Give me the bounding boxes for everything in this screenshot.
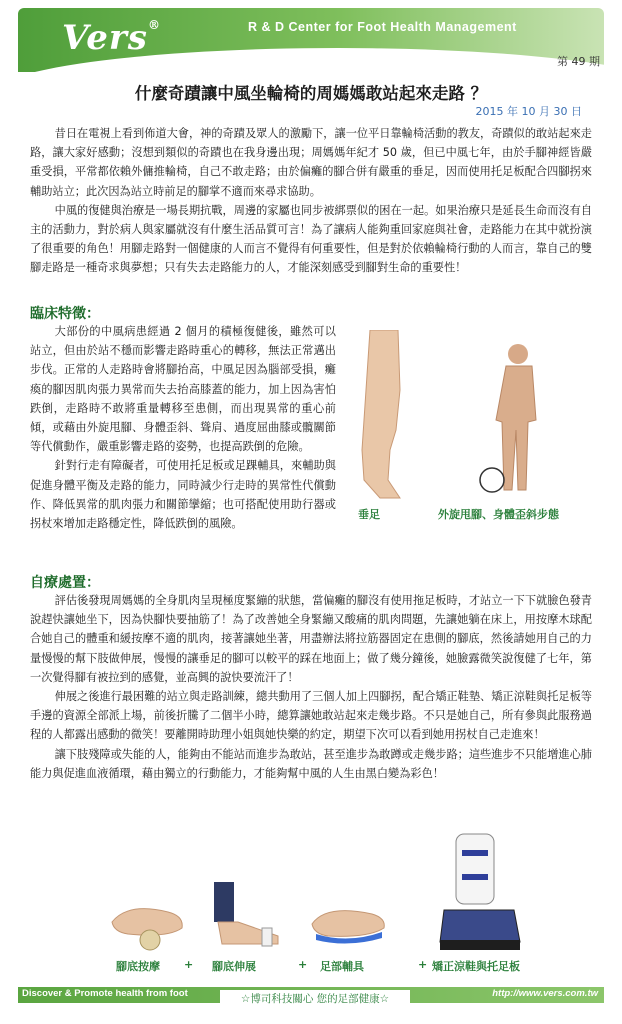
corrective-sandal-image (434, 830, 524, 954)
center-name: R & D Center for Foot Health Management (248, 20, 517, 34)
self-care-section (30, 591, 592, 783)
foot-stretch-image (208, 878, 288, 952)
caption-gait: 外旋甩腳、身體歪斜步態 (438, 508, 559, 521)
plus-sign: + (184, 958, 194, 971)
self-care-heading: 自療處置： (30, 575, 100, 591)
issue-number: 第 49 期 (557, 55, 600, 68)
clinical-paragraph: 針對行走有障礙者，可使用托足板或足踝輔具，來輔助與促進身體平衡及走路的能力，同時減少行走時的異常性代償動作、降低異常的肌肉張力和關節攣縮；也可搭配使用助行器或拐杖來增加走路穩定性，降低跌倒的風險。 (30, 459, 336, 531)
self-care-paragraph: 伸展之後進行最困難的站立與走路訓練，總共動用了三個人加上四腳拐，配合矯正鞋墊、矯正涼鞋與托足板等手邊的資源全部派上場，前後折騰了二個半小時，總算讓她敢站起來走幾步路。不只是她自己，所有參與此服務過程的人都露出感動的微笑！要離開時助理小姐與她快樂的約定，期望下次可以看到她用拐杖自己走進來！ (30, 690, 592, 742)
caption-foot-orthotic: 足部輔具 (320, 960, 364, 973)
article-date: 2015 年 10 月 30 日 (475, 105, 582, 118)
footer-tagline: ☆博司科技關心 您的足部健康☆ (220, 990, 410, 1008)
caption-corrective-sandal: 矯正涼鞋與托足板 (432, 960, 520, 973)
plus-sign: + (298, 958, 308, 971)
article-title: 什麼奇蹟讓中風坐輪椅的周媽媽敢站起來走路 ？ (134, 84, 488, 103)
caption-foot-massage: 腳底按摩 (116, 960, 160, 973)
intro-paragraph: 昔日在電視上看到佈道大會，神的奇蹟及眾人的激勵下，讓一位平日靠輪椅活動的教友，奇蹟似的敢站起來走路，讓大家好感動；沒想到類似的奇蹟也在我身邊出現；周媽媽年紀才 50 歲，但已中風七年，由於手腳神經皆嚴重受損，平常都依賴外傭推輪椅，自己不敢走路；由於偏癱的腳合併有嚴重的垂足，因而使用托足板配合四腳拐來輔助站立；此次因為站立時前足的腳掌不適而來尋求協助。 (30, 127, 592, 198)
gait-posture-image (470, 340, 560, 500)
drop-foot-image (350, 330, 420, 500)
clinical-heading: 臨床特徵： (30, 306, 100, 322)
intro-section (30, 124, 592, 278)
plus-sign: + (418, 958, 428, 971)
intro-paragraph: 中風的復健與治療是一場長期抗戰，周邊的家屬也同步被綁票似的困在一起。如果治療只是延長生命而沒有自主的活動力，對於病人與家屬就沒有什麼生活品質可言！為了讓病人能夠重回家庭與社會，走路能力在其中就扮演了很重要的角色！用腳走路對一個健康的人而言不覺得有何重要性，但是對於依賴輪椅行動的人而言，靠自己的雙腳走路是一種奇求與夢想；只有失去走路能力的人，才能深刻感受到腳對生命的重要性！ (30, 203, 592, 275)
clinical-section (30, 322, 336, 533)
self-care-paragraph: 讓下肢殘障或失能的人，能夠由不能站而進步為敢站，甚至進步為敢蹲或走幾步路；這些進步不只能增進心肺能力與促進血液循環，藉由獨立的行動能力，才能夠幫中風的人生由黑白變為彩色！ (30, 747, 592, 780)
footer-slogan: Discover & Promote health from foot (22, 988, 188, 999)
self-care-paragraph: 評估後發現周媽媽的全身肌肉呈現極度緊繃的狀態，當偏癱的腳沒有使用拖足板時，才站立一下下就臉色發青說趕快讓她坐下，因為快腳快要抽筋了！為了改善她全身緊繃又酸痛的肌肉問題，先讓她躺在床上，用按摩木球配合她自己的體重和緩按摩不適的肌肉，接著讓她坐著，用盡辦法將拉筋器固定在患側的腳底，然後請她用自己的力量慢慢的幫下肢做伸展，慢慢的讓垂足的腳可以較平的踩在地面上；做了幾分鐘後，她臉露微笑說復健了七年，第一次覺得腳有被拉到的感覺，並高興的說快要流汗了！ (30, 594, 592, 684)
foot-orthotic-image (308, 888, 388, 952)
caption-foot-stretch: 腳底伸展 (212, 960, 256, 973)
brand-logo: Vers® (62, 18, 161, 58)
footer-url[interactable]: http://www.vers.com.tw (492, 988, 598, 999)
foot-massage-image (108, 882, 188, 952)
caption-drop-foot: 垂足 (358, 508, 380, 521)
clinical-paragraph: 大部份的中風病患經過 2 個月的積極復健後，雖然可以站立，但由於站不穩而影響走路時重心的轉移，無法正常邁出步伐。正常的人走路時會將腳抬高，中風足因為腦部受損，癱瘓的腳因肌肉張力異常而失去抬高膝蓋的能力，加上因為害怕跌倒，走路時不敢將重量轉移至患側，而出現異常的重心前傾，或藉由外旋甩腳、身體歪斜、聳肩、過度屈曲膝或髖關節等代償動作，嚴重影響走路的姿勢，也提高跌倒的危險。 (30, 325, 336, 454)
